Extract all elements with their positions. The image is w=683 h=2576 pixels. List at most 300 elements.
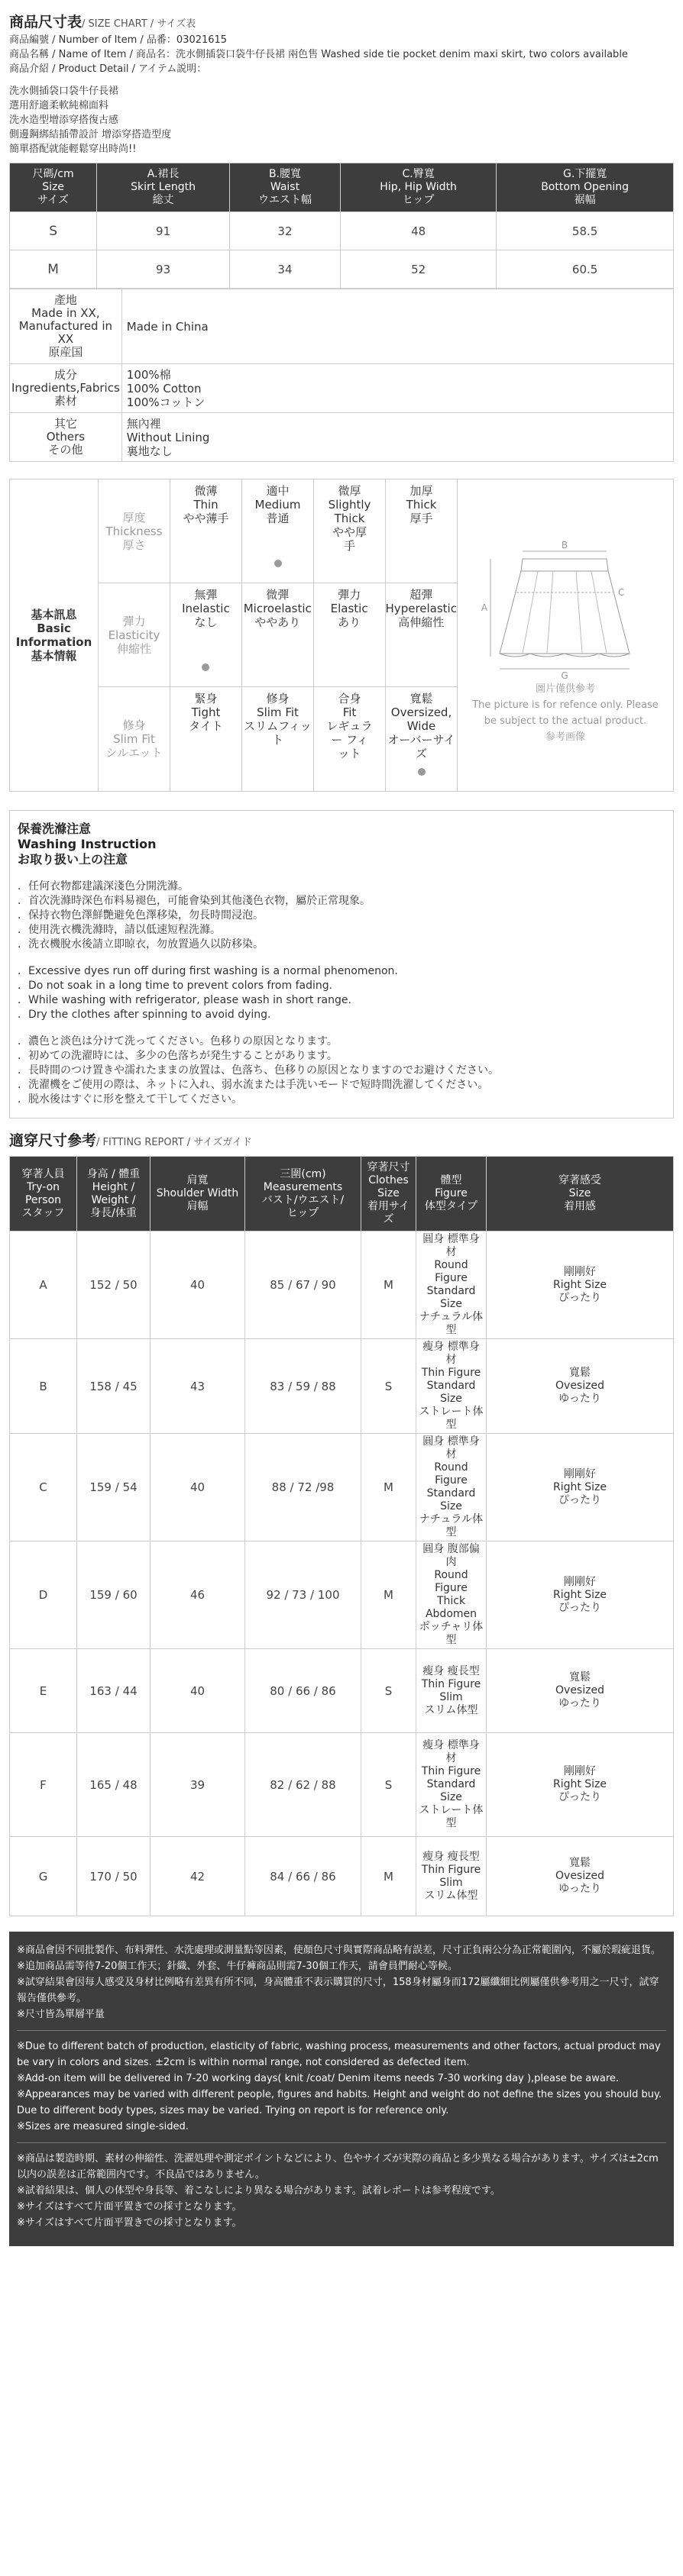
measure-cell: 93 (97, 250, 230, 289)
header-text: ヒップ (402, 194, 435, 206)
washing-line: ．任何衣物都建議深淺色分開洗滌。 (18, 880, 189, 893)
option-cell (242, 583, 314, 686)
table-row (10, 1541, 674, 1649)
size-chart-table (9, 163, 674, 289)
person-cell: C (10, 1434, 77, 1541)
option-cell (242, 687, 314, 791)
label-text: Others (46, 430, 86, 444)
option-text: 適中 (266, 484, 290, 498)
fit-header-cell (416, 1157, 487, 1232)
figure-cell (416, 1649, 487, 1733)
figure-text: Round (434, 1461, 468, 1474)
figure-text: ナチュラル体 (419, 1513, 484, 1525)
table-row (10, 1733, 674, 1837)
basic-row-label (99, 479, 170, 583)
note-line: ※Appearances may be varied with different people, figures and habits. Height and weight do not define the sizes you should buy. Due to different body types, sizes may be varied. Trying on report is for reference only. (17, 2089, 662, 2116)
feel-text: ぴったり (558, 1791, 601, 1803)
figure-text: Standard (426, 1380, 476, 1392)
header-text: G.下擺寬 (562, 168, 607, 180)
row-label-text: 修身 (122, 718, 146, 732)
basic-info-label (10, 479, 99, 791)
shoulder-cell: 39 (151, 1733, 245, 1837)
material-row (10, 413, 674, 462)
title-subtitle: / SIZE CHART / サイズ表 (82, 18, 196, 30)
table-row (10, 1232, 674, 1339)
caption-line: 参考画像 (545, 731, 585, 743)
figure-text: 型 (445, 1817, 457, 1829)
person-cell: E (10, 1649, 77, 1733)
table-row (10, 250, 674, 289)
feel-text: Right Size (552, 1588, 607, 1601)
figure-text: 圓身 標準身材 (422, 1435, 480, 1461)
header-text: Waist (270, 181, 300, 193)
figure-cell (416, 1232, 487, 1339)
note-line: ※Sizes are measured single-sided. (17, 2121, 189, 2132)
figure-text: Thin Figure (421, 1765, 481, 1777)
option-cell (314, 479, 386, 583)
label-text: 素材 (53, 394, 77, 408)
washing-title-line: お取り扱い上の注意 (18, 852, 128, 867)
notes-panel (9, 1932, 674, 2246)
measurements-cell: 82 / 62 / 88 (245, 1733, 361, 1837)
figure-text: Size (440, 1393, 462, 1405)
size-header-row (10, 163, 674, 212)
option-cell (386, 479, 457, 583)
row-label-text: シルエット (105, 746, 163, 760)
detail-line: 簡單搭配就能輕鬆穿出時尚!! (9, 144, 137, 155)
table-row (10, 1837, 674, 1916)
option-text: 高伸縮性 (398, 615, 445, 629)
figure-text: Slim (439, 1690, 463, 1703)
info-line: 商品介紹 / Product Detail / アイテム説明： (9, 63, 207, 75)
note-line: ※試着結果は、個人の体型や身長等、着こなしにより異なる場合があります。試着レポートは参考程度です。 (17, 2185, 500, 2197)
option-text: 微彈 (266, 588, 290, 602)
figure-text: 圓身 腹部偏肉 (422, 1543, 480, 1568)
header-text: 身長/体重 (90, 1206, 137, 1219)
fit-header-cell (10, 1157, 77, 1232)
header-text: Weight / (91, 1193, 136, 1206)
note-line: ※追加商品需等待7-20個工作天；針織、外套、牛仔褲商品則需7-30個工作天，請會員們耐心等候。 (17, 1961, 458, 1972)
measurements-cell: 80 / 66 / 86 (245, 1649, 361, 1733)
size-header-cell (97, 163, 230, 212)
option-text: 合身 (338, 692, 361, 705)
feel-text: ゆったり (558, 1393, 601, 1405)
fit-header-cell (151, 1157, 245, 1232)
feel-cell (487, 1339, 674, 1434)
header-text: Measurements (263, 1180, 343, 1193)
header-text: Hip, Hip Width (380, 181, 457, 193)
header-text: Try-on (26, 1180, 60, 1193)
header-text: 穿著尺寸 (367, 1161, 410, 1173)
detail-line: 洗水側插袋口袋牛仔長裙 (9, 86, 119, 97)
label-text: Ingredients,Fabrics (11, 381, 120, 395)
figure-text: Thin Figure (421, 1367, 481, 1379)
label-g: G (561, 670, 568, 681)
option-text: レギュラ (326, 719, 373, 733)
feel-cell (487, 1434, 674, 1541)
table-row (10, 212, 674, 250)
option-cell (170, 479, 242, 583)
option-text: 無彈 (194, 588, 218, 602)
person-cell: B (10, 1339, 77, 1434)
header-text: A.裙長 (147, 168, 180, 180)
material-value (121, 289, 673, 364)
feel-text: ぴったり (558, 1601, 601, 1614)
washing-zh (18, 880, 665, 952)
option-text: なし (194, 615, 218, 629)
basic-info-panel (9, 479, 674, 792)
shoulder-cell: 40 (151, 1232, 245, 1339)
figure-text: Figure (435, 1474, 468, 1487)
note-line: ※商品は製造時期、素材の伸縮性、洗濯処理や測定ポイントなどにより、色やサイズが実際の商品と多少異なる場合があります。サイズは±2cm以内の誤差は正常範囲内です。不良品ではありません。 (17, 2153, 659, 2181)
header-text: Figure (435, 1187, 468, 1199)
row-label-text: 伸縮性 (116, 641, 151, 656)
note-line: ※Add-on item will be delivered in 7-20 working days( knit /coat/ Denim items needs 7-30 working day ),please be aware. (17, 2073, 620, 2084)
feel-text: Right Size (552, 1278, 607, 1291)
option-text: Inelastic (182, 602, 230, 615)
header-text: C.臀寬 (402, 168, 435, 180)
washing-line: ．長時間のつけ置きや濡れたままの放置は、色落ち、色移りの原因となりますのでお避けください。 (18, 1064, 499, 1077)
label-text: Made in XX, (31, 306, 100, 320)
figure-text: Size (440, 1791, 462, 1803)
header-text: 総丈 (152, 194, 174, 206)
header-text: 穿著感受 (558, 1174, 601, 1186)
row-label-text: 彈力 (122, 614, 146, 628)
feel-text: 寬鬆 (569, 1671, 591, 1683)
skirt-body (500, 571, 630, 654)
fitting-report-title (9, 1129, 674, 1150)
clothes-size-cell: M (361, 1232, 416, 1339)
basic-label-text: 基本訊息 (31, 608, 77, 621)
notes-en (17, 2039, 666, 2135)
option-cell (242, 479, 314, 583)
option-text: オーバーサイ (387, 733, 455, 747)
material-table (9, 289, 674, 462)
figure-text: Abdomen (425, 1608, 477, 1620)
row-label-text: Slim Fit (113, 732, 155, 746)
clothes-size-cell: S (361, 1649, 416, 1733)
person-cell: A (10, 1232, 77, 1339)
option-text: 超彈 (409, 588, 433, 602)
header-text: 尺碼/cm (32, 168, 74, 180)
skirt-hem (500, 654, 630, 657)
header-text: 着用感 (564, 1200, 596, 1212)
washing-line: ．保持衣物色澤鮮艷避免色澤移染，勿長時間浸泡。 (18, 909, 264, 922)
basic-label-text: Information (15, 635, 92, 649)
table-row (10, 1649, 674, 1733)
feel-cell (487, 1733, 674, 1837)
washing-line: ．Dry the clothes after spinning to avoid dying. (18, 1009, 271, 1021)
feel-cell (487, 1541, 674, 1649)
note-line: ※サイズはすべて片面平置きでの採寸となります。 (17, 2201, 242, 2213)
detail-line: 洗水造型增添穿搭復古感 (9, 115, 119, 126)
option-text: Slim Fit (257, 705, 299, 719)
figure-cell (416, 1541, 487, 1649)
material-value (121, 413, 673, 462)
feel-text: Right Size (552, 1778, 607, 1790)
measure-cell: 32 (229, 212, 340, 250)
fit-header-cell (487, 1157, 674, 1232)
washing-title-line: Washing Instruction (18, 837, 157, 851)
option-cell (170, 583, 242, 686)
figure-text: 瘦身 標準身材 (422, 1739, 480, 1764)
row-label-text: Thickness (105, 524, 163, 538)
figure-text: Thin Figure (421, 1677, 481, 1690)
row-label-text: Elasticity (108, 628, 160, 642)
measure-cell: 60.5 (497, 250, 674, 289)
option-text: Fit (342, 705, 357, 719)
clothes-size-cell: S (361, 1339, 416, 1434)
person-cell: D (10, 1541, 77, 1649)
selected-dot (274, 560, 282, 567)
header (9, 0, 674, 157)
label-text: 成分 (53, 368, 77, 382)
header-text: Height / (92, 1180, 135, 1193)
header-text: バスト/ウエスト/ (261, 1193, 345, 1206)
option-text: 彈力 (338, 588, 361, 602)
height-weight-cell: 165 / 48 (77, 1733, 151, 1837)
figure-text: Slim (439, 1876, 463, 1889)
header-text: 着用サイ (367, 1200, 410, 1212)
diagram-caption (458, 681, 673, 745)
info-line: 商品名稱 / Name of Item / 商品名：洗水側插袋口袋牛仔長裙 兩色售 Washed side tie pocket denim maxi skirt, two colors available (9, 49, 628, 60)
header-text: Skirt Length (131, 181, 196, 193)
note-line: ※商品會因不同批製作、布料彈性、水洗處理或測量點等因素，使顏色尺寸與實際商品略有誤差，尺寸正負兩公分為正常範圍內，不屬於瑕疵退貨。 (17, 1945, 661, 1956)
label-text: 原産国 (48, 345, 83, 359)
feel-text: 剛剛好 (564, 1467, 596, 1480)
figure-text: 型 (445, 1526, 457, 1538)
figure-text: Size (440, 1500, 462, 1512)
value-text: 100% Cotton (126, 381, 202, 395)
note-line: ※Due to different batch of production, elasticity of fabric, washing process, measurements and other factors, actual product may be vary in colors and sizes. ±2cm is within normal range, not considered as defected item. (17, 2041, 661, 2068)
basic-row-label (99, 687, 170, 791)
label-c: C (618, 587, 625, 598)
option-text: Hyperelastic (385, 602, 457, 615)
figure-text: 瘦身 標準身材 (422, 1341, 480, 1366)
figure-text: Standard (426, 1487, 476, 1499)
size-cell: S (10, 212, 97, 250)
option-text: Medium (254, 498, 301, 512)
notes-zh (17, 1942, 666, 2022)
option-text: やや厚 (332, 525, 367, 539)
measure-cell: 91 (97, 212, 230, 250)
header-text: 体型タイプ (424, 1200, 478, 1212)
option-text: ズ (415, 747, 427, 760)
option-text: Tight (191, 705, 221, 719)
figure-text: Thin Figure (421, 1863, 481, 1876)
note-line: ※尺寸皆為單層平量 (17, 2009, 105, 2020)
washing-line: ．Excessive dyes run off during first washing is a normal phenomenon. (18, 965, 398, 977)
option-text: Oversized, (390, 705, 452, 719)
caption-line: be subject to the actual product. (484, 715, 647, 727)
basic-row (99, 583, 457, 687)
fitting-report-table (9, 1156, 674, 1916)
option-cell (170, 687, 242, 791)
figure-text: Standard (426, 1285, 476, 1297)
height-weight-cell: 159 / 60 (77, 1541, 151, 1649)
product-info (9, 33, 674, 157)
header-text: 肩幅 (186, 1200, 209, 1212)
feel-text: 剛剛好 (564, 1575, 596, 1588)
fit-header-cell (361, 1157, 416, 1232)
basic-label-text: Basic (37, 621, 71, 635)
figure-text: Size (440, 1298, 462, 1310)
option-text: Wide (406, 719, 436, 733)
label-text: 其它 (53, 417, 77, 431)
note-line: ※試穿結果會因每人感受及身材比例略有差異有所不同，身高體重不表示購買的尺寸，158身材屬身而172屬纖細比例屬僅供參考用之一尺寸，試穿報告僅供參考。 (17, 1977, 659, 2004)
feel-text: ぴったり (558, 1291, 601, 1304)
material-row (10, 364, 674, 413)
fit-header-cell (77, 1157, 151, 1232)
basic-row-label (99, 583, 170, 686)
clothes-size-cell: M (361, 1434, 416, 1541)
figure-text: 型 (445, 1419, 457, 1431)
value-text: Made in China (126, 319, 209, 334)
option-cell (386, 687, 457, 791)
option-cell (386, 583, 457, 686)
washing-title (18, 822, 665, 867)
selected-dot (202, 663, 209, 671)
figure-cell (416, 1733, 487, 1837)
option-text: Thin (193, 498, 218, 512)
material-label (10, 413, 122, 462)
person-cell: F (10, 1733, 77, 1837)
feel-cell (487, 1837, 674, 1916)
height-weight-cell: 152 / 50 (77, 1232, 151, 1339)
label-text: 產地 (53, 293, 77, 307)
height-weight-cell: 158 / 45 (77, 1339, 151, 1434)
feel-text: ぴったり (558, 1493, 601, 1506)
washing-line: ．洗衣機脫水後請立即晾衣，勿放置過久以防移染。 (18, 938, 264, 951)
header-text: 三圍(cm) (280, 1167, 326, 1180)
clothes-size-cell: M (361, 1541, 416, 1649)
size-header-cell (340, 163, 496, 212)
header-text: Size (42, 181, 64, 193)
figure-text: 瘦身 瘦長型 (422, 1850, 480, 1863)
fit-title-subtitle: / FITTING REPORT / サイズガイド (96, 1137, 252, 1148)
option-text: スリムフィット (244, 719, 312, 747)
option-text: 微薄 (194, 484, 218, 498)
measure-cell: 52 (340, 250, 496, 289)
basic-info-grid (99, 479, 458, 791)
caption-line: The picture is for refence only. Please (472, 699, 659, 711)
detail-line: 選用舒適柔軟純棉面料 (9, 100, 109, 111)
header-text: 體型 (440, 1174, 462, 1186)
option-text: 緊身 (194, 692, 218, 705)
option-cell (314, 583, 386, 686)
label-text: XX (57, 332, 74, 346)
feel-text: 寬鬆 (569, 1857, 591, 1869)
note-line: ※サイズはすべて片面平置きでの採寸となります。 (17, 2217, 242, 2229)
washing-line: ．使用洗衣機洗滌時，請以低速短程洗滌。 (18, 924, 221, 936)
washing-line: ．首次洗滌時深色布料易褪色，可能會染到其他淺色衣物，屬於正常現象。 (18, 895, 371, 907)
header-text: ウエスト幅 (257, 194, 312, 206)
figure-cell (416, 1837, 487, 1916)
height-weight-cell: 163 / 44 (77, 1649, 151, 1733)
figure-text: Thick (436, 1595, 466, 1607)
row-label-text: 厚度 (122, 510, 146, 525)
figure-cell (416, 1339, 487, 1434)
height-weight-cell: 159 / 54 (77, 1434, 151, 1541)
option-text: 修身 (266, 692, 290, 705)
figure-text: ポッチャリ体 (419, 1621, 484, 1633)
figure-text: 瘦身 瘦長型 (422, 1664, 480, 1677)
basic-row (99, 687, 457, 791)
info-line: 商品編號 / Number of Item / 品番：03021615 (9, 34, 228, 46)
washing-line: ．洗濯機をご使用の際は、ネットに入れ、弱水流または手洗いモードで短時間洗濯してください。 (18, 1079, 489, 1091)
header-text: Shoulder Width (156, 1187, 239, 1199)
material-label (10, 364, 122, 413)
figure-text: スリム体型 (424, 1889, 478, 1902)
figure-text: 型 (445, 1634, 457, 1646)
value-text: 裏地なし (126, 444, 173, 458)
option-cell (314, 687, 386, 791)
header-text: 穿著人員 (21, 1167, 65, 1180)
header-text: 裾幅 (574, 194, 596, 206)
shoulder-cell: 43 (151, 1339, 245, 1434)
skirt-diagram-panel (458, 479, 673, 791)
material-value (121, 364, 673, 413)
washing-line: ．濃色と淡色は分けて洗ってください。色移りの原因となります。 (18, 1035, 338, 1048)
option-text: Slightly (328, 498, 371, 512)
header-text: B.腰寬 (268, 168, 301, 180)
clothes-size-cell: S (361, 1733, 416, 1837)
person-cell: G (10, 1837, 77, 1916)
row-label-text: 厚さ (122, 537, 146, 552)
header-text: Person (24, 1193, 62, 1206)
option-text: ややあり (254, 615, 301, 629)
size-header-cell (229, 163, 340, 212)
washing-en (18, 964, 665, 1022)
option-text: Thick (406, 498, 437, 512)
selected-dot (418, 768, 426, 776)
shoulder-cell: 42 (151, 1837, 245, 1916)
option-text: 普通 (266, 512, 290, 525)
fit-header-cell (245, 1157, 361, 1232)
feel-text: ゆったり (558, 1697, 601, 1709)
header-text: 肩寬 (186, 1174, 209, 1186)
basic-label-text: 基本情報 (31, 649, 77, 663)
shoulder-cell: 40 (151, 1649, 245, 1733)
header-text: サイズ (37, 194, 70, 206)
measurements-cell: 84 / 66 / 86 (245, 1837, 361, 1916)
size-cell: M (10, 250, 97, 289)
washing-title-line: 保養洗滌注意 (18, 822, 92, 836)
measure-cell: 48 (340, 212, 496, 250)
washing-line: ．Do not soak in a long time to prevent colors from fading. (18, 980, 333, 992)
option-text: ー フィ (331, 733, 368, 747)
washing-line: ．While washing with refrigerator, please wash in short range. (18, 994, 351, 1006)
figure-text: 圓身 標準身材 (422, 1233, 480, 1258)
figure-text: Standard (426, 1778, 476, 1790)
feel-text: Right Size (552, 1480, 607, 1493)
value-text: 100%コットン (126, 395, 206, 409)
table-row (10, 1434, 674, 1541)
figure-text: ナチュラル体 (419, 1311, 484, 1323)
option-text: Thick (334, 512, 365, 525)
basic-row (99, 479, 457, 583)
option-text: ット (338, 747, 361, 760)
value-text: 100%棉 (126, 367, 171, 382)
feel-text: 剛剛好 (564, 1265, 596, 1278)
feel-text: Ovesized (555, 1870, 604, 1882)
washing-line: ．脱水後はすぐに形を整えて干してください。 (18, 1093, 242, 1106)
shoulder-cell: 40 (151, 1434, 245, 1541)
feel-cell (487, 1232, 674, 1339)
figure-text: ストレート体 (419, 1406, 484, 1418)
feel-cell (487, 1649, 674, 1733)
washing-jp (18, 1035, 665, 1107)
